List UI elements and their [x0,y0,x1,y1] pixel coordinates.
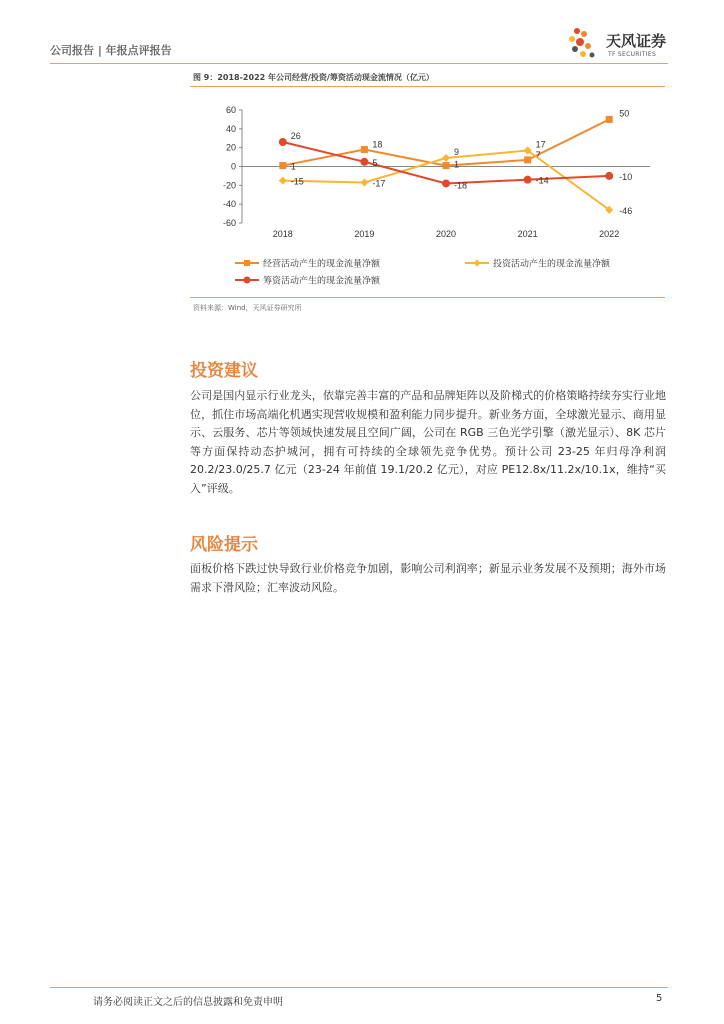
data-point [279,177,287,185]
section-title-risk: 风险提示 [190,535,258,555]
header-divider [50,63,668,64]
data-point [524,156,531,163]
data-label: -14 [535,175,549,186]
y-tick-label: -20 [222,180,236,191]
legend-label: 筹资活动产生的现金流量净额 [263,276,381,287]
figure-top-rule [190,86,665,87]
section-body-risk: 面板价格下跌过快导致行业价格竞争加剧，影响公司利润率；新显示业务发展不及预期；海外市场需求下滑风险；汇率波动风险。 [190,562,666,594]
data-point [606,116,613,123]
data-label: 18 [372,139,383,150]
data-point [524,176,532,184]
figure-source: 资料来源：Wind，天风证券研究所 [193,304,302,312]
x-tick-label: 2021 [517,229,538,239]
data-point [361,146,368,153]
x-tick-label: 2020 [435,229,457,239]
data-label: 1 [290,161,296,172]
data-point [279,162,286,169]
data-label: -10 [619,171,633,182]
data-label: 5 [372,157,378,168]
legend-label: 经营活动产生的现金流量净额 [263,259,381,270]
x-tick-label: 2022 [599,229,620,239]
data-label: -15 [290,176,304,187]
y-tick-label: -60 [222,218,236,228]
data-point [279,138,287,146]
section-title-investment: 投资建议 [190,361,258,381]
y-tick-label: 20 [225,142,236,153]
footer-disclaimer: 请务必阅读正文之后的信息披露和免责申明 [93,997,283,1008]
header-report-type: 公司报告 | 年报点评报告 [50,44,172,57]
data-label: 1 [454,159,460,170]
logo-subtext: TF SECURITIES [608,51,657,58]
data-label: -17 [372,178,386,189]
data-label: 9 [454,147,460,158]
section-body-investment: 公司是国内显示行业龙头，依靠完善丰富的产品和品牌矩阵以及阶梯式的价格策略持续夯实行业地位，抓住市场高端化机遇实现营收规模和盈利能力同步提升。新业务方面，全球激光显示、商用显示、云服务、芯片等领域快速发展且空间广阔，公司在 RGB 三色光学引擎（激光显示）、8K 芯片等方面保持动态护城河，拥有可持续的全球领先竞争优势。预计公司 23-25 年归母净利润 20.2/23.0/25.7 亿元（23-24 年前值 19.1/20.2 亿元），对应 PE12.8x/11.2x/10.1x，维持“买入”评级。 [190,389,666,495]
legend-marker [244,260,250,266]
data-point [360,158,368,166]
data-label: 17 [535,139,546,150]
footer-divider [50,987,668,988]
page-number: 5 [656,993,663,1004]
data-point [442,179,450,187]
data-label: 50 [619,108,630,119]
legend-label: 投资活动产生的现金流量净额 [493,259,611,270]
data-point [605,172,613,180]
logo-text: 天风证券 [606,32,667,50]
y-tick-label: 60 [225,105,236,115]
x-tick-label: 2019 [354,229,375,239]
data-label: -46 [619,205,633,216]
x-tick-label: 2018 [272,229,293,239]
figure-bottom-rule [190,297,665,298]
y-tick-label: 40 [225,123,236,134]
legend-marker [244,277,251,284]
y-tick-label: -40 [222,199,236,210]
data-point [360,179,368,187]
data-label: 26 [290,131,301,142]
y-tick-label: 0 [230,161,236,172]
cashflow-line-chart [190,90,665,295]
data-label: -18 [454,180,468,191]
data-label: 7 [535,149,541,160]
data-point [443,162,450,169]
legend-marker [474,260,481,267]
figure-title: 图 9：2018-2022 年公司经营/投资/筹资活动现金流情况（亿元） [193,73,434,82]
data-point [442,154,450,162]
